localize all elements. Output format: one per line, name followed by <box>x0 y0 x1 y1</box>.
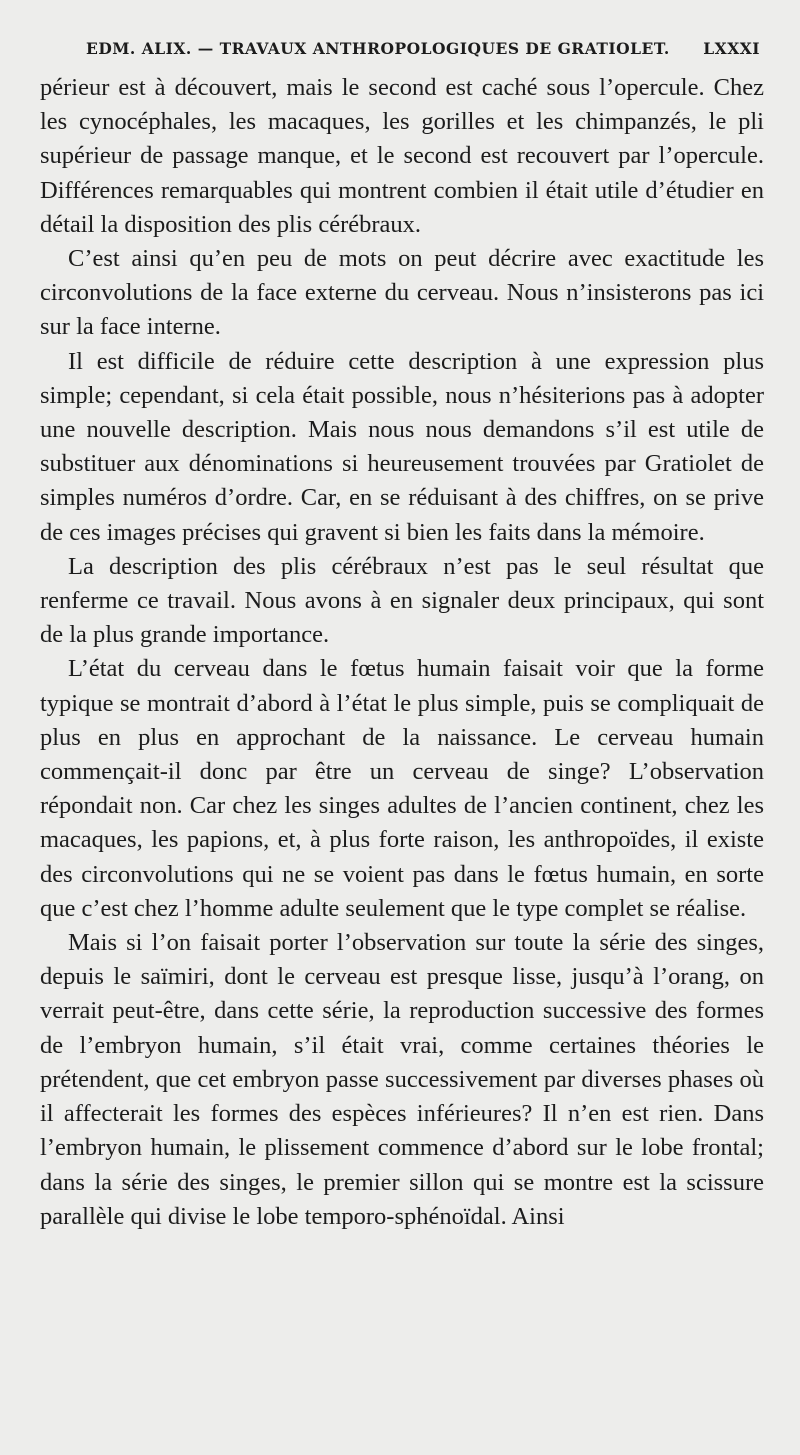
paragraph-1: périeur est à découvert, mais le second est caché sous l’opercule. Chez les cynocéphales, les macaques, les gorilles et les chimpanzés, le pli supérieur de passage manque, et le second est recouvert par l’opercule. Différences remarquables qui montrent combien il était utile d’étudier en détail la disposition des plis cérébraux. <box>40 74 764 238</box>
running-title: EDM. ALIX. — TRAVAUX ANTHROPOLOGIQUES DE GRATIOLET. <box>86 39 670 58</box>
paragraph-5: L’état du cerveau dans le fœtus humain faisait voir que la forme typique se montrait d’abord à l’état le plus simple, puis se compliquait de plus en plus en approchant de la naissance. Le cerveau humain commençait-il donc par être un cerveau de singe? L’observation répondait non. Car chez les singes adultes de l’ancien continent, chez les macaques, les papions, et, à plus forte raison, les anthropoïdes, il existe des circonvolutions qui ne se voient pas dans le fœtus humain, en sorte que c’est chez l’homme adulte seulement que le type complet se réalise. <box>40 655 764 922</box>
paragraph-6: Mais si l’on faisait porter l’observation sur toute la série des singes, depuis le saïmiri, dont le cerveau est presque lisse, jusqu’à l’orang, on verrait peut-être, dans cette série, la reproduction successive des formes de l’embryon humain, s’il était vrai, comme certaines théories le prétendent, que cet embryon passe successivement par diverses phases où il affecterait les formes des espèces inférieures? Il n’en est rien. Dans l’embryon humain, le plissement commence d’abord sur le lobe frontal; dans la série des singes, le premier sillon qui se montre est la scissure parallèle qui divise le lobe temporo-sphénoïdal. Ainsi <box>40 929 764 1230</box>
page-number: LXXXI <box>703 39 760 58</box>
paragraph-2: C’est ainsi qu’en peu de mots on peut décrire avec exactitude les circonvolutions de la face externe du cerveau. Nous n’insisterons pas ici sur la face interne. <box>40 245 764 341</box>
paragraph-4: La description des plis cérébraux n’est pas le seul résultat que renferme ce travail. Nous avons à en signaler deux principaux, qui sont de la plus grande importance. <box>40 552 764 649</box>
paragraph-3: Il est difficile de réduire cette description à une expression plus simple; cependant, si cela était possible, nous n’hésiterions pas à adopter une nouvelle description. Mais nous nous demandons s’il est utile de substituer aux dénominations si heureusement trouvées par Gratiolet de simples numéros d’ordre. Car, en se réduisant à des chiffres, on se prive de ces images précises qui gravent si bien les faits dans la mémoire. <box>40 347 764 546</box>
running-head <box>86 38 760 60</box>
body-text <box>40 71 764 1234</box>
